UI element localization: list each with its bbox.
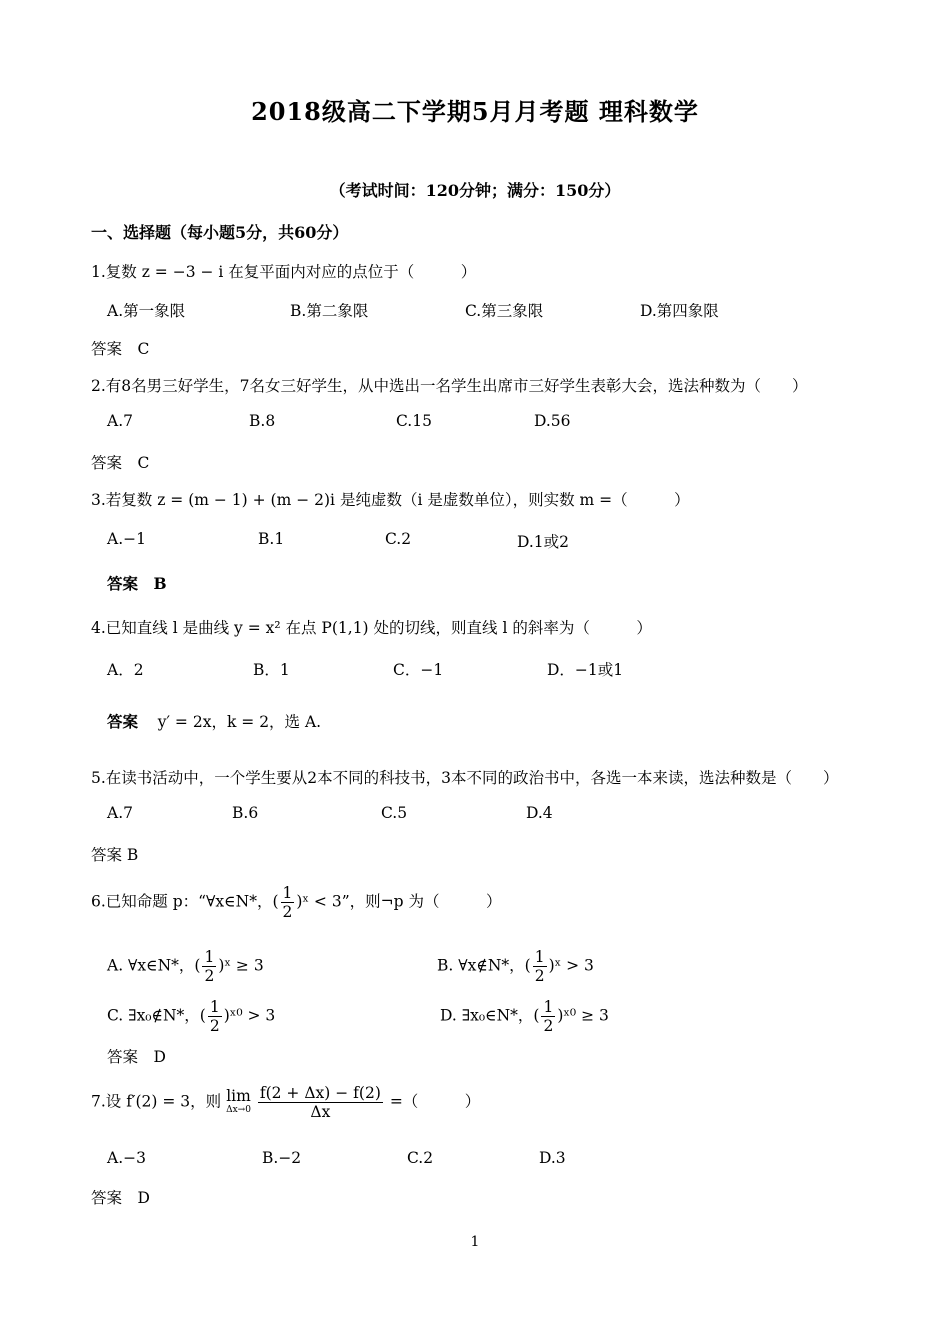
section-heading: 一、选择题（每小题5分，共60分） bbox=[91, 223, 349, 242]
q6-option-a-pre: A. ∀x∈N*，( bbox=[107, 956, 201, 975]
q5-option-d: D.4 bbox=[526, 804, 553, 822]
q7-stem-prefix: 7.设 f′(2) = 3，则 bbox=[91, 1092, 222, 1111]
q6-option-b bbox=[437, 948, 594, 985]
q7-answer: 答案 D bbox=[91, 1189, 150, 1207]
q7-frac-den: Δx bbox=[310, 1103, 331, 1121]
q7-option-d: D.3 bbox=[539, 1149, 566, 1167]
q6-option-d-frac bbox=[541, 998, 555, 1035]
frac-den: 2 bbox=[209, 1017, 220, 1035]
q2-option-d: D.56 bbox=[534, 412, 571, 430]
frac-num: 1 bbox=[209, 998, 220, 1016]
q1-option-a: A.第一象限 bbox=[107, 302, 186, 320]
q6-option-c-frac bbox=[208, 998, 222, 1035]
q7-fraction bbox=[258, 1084, 383, 1121]
q3-option-a: A.−1 bbox=[107, 530, 146, 548]
q6-fraction bbox=[281, 884, 295, 921]
question-6-stem bbox=[91, 884, 501, 921]
q1-option-c: C.第三象限 bbox=[465, 302, 544, 320]
lim-subscript: Δx→0 bbox=[226, 1104, 251, 1115]
frac-num: 1 bbox=[204, 948, 215, 966]
q6-stem-prefix: 6.已知命题 p：“∀x∈N*，( bbox=[91, 892, 279, 911]
q6-answer: 答案 D bbox=[107, 1048, 166, 1066]
lim-text: lim bbox=[226, 1086, 251, 1105]
q6-option-c bbox=[107, 998, 275, 1035]
question-2-stem: 2.有8名男三好学生，7名女三好学生，从中选出一名学生出席市三好学生表彰大会，选法种数为（ ） bbox=[91, 377, 808, 395]
q4-answer bbox=[107, 710, 321, 732]
page-number: 1 bbox=[470, 1234, 480, 1250]
q2-option-a: A.7 bbox=[107, 412, 133, 430]
page-title: 2018级高二下学期5月月考题 理科数学 bbox=[251, 97, 699, 126]
q6-stem-suffix: )ˣ < 3”，则¬p 为（ ） bbox=[296, 892, 502, 911]
frac-den: 2 bbox=[204, 967, 215, 985]
q5-option-a: A.7 bbox=[107, 804, 133, 822]
frac-den: 2 bbox=[534, 967, 545, 985]
q7-option-b: B.−2 bbox=[262, 1149, 302, 1167]
q3-option-b: B.1 bbox=[258, 530, 285, 548]
q2-answer: 答案 C bbox=[91, 454, 150, 472]
q4-option-b: B．1 bbox=[253, 661, 290, 679]
q1-answer: 答案 C bbox=[91, 340, 150, 358]
q6-option-d-pre: D. ∃x₀∈N*，( bbox=[440, 1006, 540, 1025]
exam-info: （考试时间：120分钟；满分：150分） bbox=[329, 181, 621, 200]
q1-option-d: D.第四象限 bbox=[640, 302, 719, 320]
q6-option-b-post: )ˣ > 3 bbox=[548, 956, 594, 975]
q4-answer-label: 答案 bbox=[107, 712, 139, 731]
q7-option-c: C.2 bbox=[407, 1149, 434, 1167]
frac-num: 1 bbox=[534, 948, 545, 966]
q4-option-c: C．−1 bbox=[393, 661, 444, 679]
q6-option-b-pre: B. ∀x∉N*，( bbox=[437, 956, 531, 975]
q3-answer: 答案 B bbox=[107, 574, 167, 593]
q5-option-b: B.6 bbox=[232, 804, 259, 822]
question-5-stem: 5.在读书活动中，一个学生要从2本不同的科技书，3本不同的政治书中，各选一本来读，选法种数是（ ） bbox=[91, 769, 839, 787]
q6-option-b-frac bbox=[533, 948, 547, 985]
q7-option-a: A.−3 bbox=[107, 1149, 146, 1167]
question-4-stem: 4.已知直线 l 是曲线 y = x² 在点 P(1,1) 处的切线，则直线 l 的斜率为（ ） bbox=[91, 619, 652, 637]
q2-option-b: B.8 bbox=[249, 412, 276, 430]
frac-den: 2 bbox=[543, 1017, 554, 1035]
q4-option-d: D．−1或1 bbox=[547, 661, 624, 679]
q3-option-d: D.1或2 bbox=[517, 533, 570, 551]
q4-option-a: A．2 bbox=[107, 661, 144, 679]
frac-num: 1 bbox=[543, 998, 554, 1016]
q5-option-c: C.5 bbox=[381, 804, 408, 822]
q6-frac-num: 1 bbox=[282, 884, 293, 902]
q5-answer: 答案 B bbox=[91, 846, 139, 864]
q6-option-c-pre: C. ∃x₀∉N*，( bbox=[107, 1006, 206, 1025]
q7-stem-suffix: =（ ） bbox=[389, 1092, 481, 1111]
q6-option-d bbox=[440, 998, 609, 1035]
q6-frac-den: 2 bbox=[282, 903, 293, 921]
question-3-stem: 3.若复数 z = (m − 1) + (m − 2)i 是纯虚数（i 是虚数单位），则实数 m =（ ） bbox=[91, 491, 690, 509]
q7-frac-num: f(2 + Δx) − f(2) bbox=[259, 1084, 381, 1102]
q6-option-a-frac bbox=[202, 948, 216, 985]
q6-option-c-post: )ˣ⁰ > 3 bbox=[223, 1006, 276, 1025]
q1-option-b: B.第二象限 bbox=[290, 302, 369, 320]
q6-option-a-post: )ˣ ≥ 3 bbox=[218, 956, 264, 975]
q4-answer-text: y′ = 2x，k = 2，选 A. bbox=[157, 713, 322, 731]
q3-option-c: C.2 bbox=[385, 530, 412, 548]
question-1-stem: 1.复数 z = −3 − i 在复平面内对应的点位于（ ） bbox=[91, 263, 477, 281]
q6-option-d-post: )ˣ⁰ ≥ 3 bbox=[557, 1006, 609, 1025]
q6-option-a bbox=[107, 948, 264, 985]
question-7-stem bbox=[91, 1084, 480, 1121]
q7-limit bbox=[226, 1086, 251, 1117]
q2-option-c: C.15 bbox=[396, 412, 432, 430]
